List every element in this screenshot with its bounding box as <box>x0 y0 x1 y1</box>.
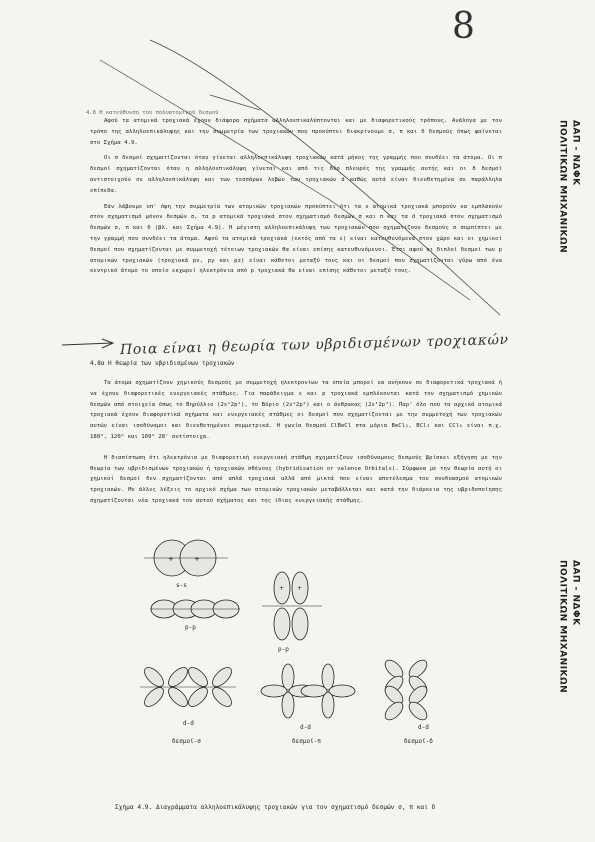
label-p-p-sigma: p-p <box>185 624 196 631</box>
d-d-delta-diagram <box>360 655 452 721</box>
p-p-sigma-diagram <box>150 596 240 622</box>
s-s-overlap-diagram <box>142 535 230 581</box>
label-d-d-pi: d-d <box>300 724 311 731</box>
svg-text:+: + <box>297 585 303 592</box>
page-number: 8 <box>452 6 475 47</box>
label-s-s: s-s <box>176 582 187 589</box>
struck-heading: 4.8 Η κατεύθυνση του πολυατομικού δεσμού <box>86 110 219 116</box>
d-d-pi-diagram <box>262 660 354 722</box>
d-d-sigma-diagram <box>140 658 236 716</box>
paragraph: Τα άτομα σχηματίζουν χημικούς δεσμούς με συμμετοχή ηλεκτρονίων τα οποία μπορεί να ανήκουν σε διαφορετικά τροχιακά ή να έχουν διαφορετικές ενεργειακές στάθμες. Για παράδειγμα s και p τροχιακά εμπλέκονται κατά τον σχηματισμό χημικών δεσμών από στοιχεία όπως το Βηρύλλιο (2s¹2p¹), το Βόριο (2s¹2p²) και ο άνθρακας (2s¹2p³). Παρ' όλο που τα αρχικά ατομικά τροχιακά έχουν διαφορετικά σχήματα και ενεργειακές στάθμες οι δεσμοί που σχηματίζονται με την συμμετοχή των τροχιακών αυτών είναι ισοδύναμοι και διευθετημένοι συμμετρικά. Η γωνία δεσμού ClBeCl στα μόρια BeCl₂, BCl₃ και CCl₄ είναι π.χ. 180°, 120° και 109° 28' αντίστοιχα. <box>90 380 502 440</box>
figure-caption: Σχήμα 4.9. Διαγράμματα αλληλοεπικάλυψης τροχιακών για τον σχηματισμό δεσμών σ, π και δ <box>115 804 436 811</box>
svg-text:+: + <box>279 585 285 592</box>
paragraph: Οι σ δεσμοί σχηματίζονται όταν γίνεται αλληλοεπικάλυψη τροχιακών κατά μήκος της γραμμής που συνδέει τα άτομα. Οι π δεσμοί σχηματίζονται όταν η αλληλοεπικάλυψη γίνεται και από τις δύο πλευρές της γραμμής αυτής και οι δ δεσμοί αντιστοιχούν σε αλληλοεπικάλυψη και των τεσσάρων λοβών των τροχιακών d καθώς αυτά είναι διευθετημένα σε παράλληλα επίπεδα. <box>90 155 502 194</box>
stamp-line-2: ΠΟΛΙΤΙΚΩΝ ΜΗΧΑΝΙΚΩΝ <box>557 120 568 254</box>
svg-text:+: + <box>168 555 174 563</box>
stamp-line-1: ΔΑΠ - ΝΔΦΚ <box>570 560 581 626</box>
label-p-p-pi: p-p <box>278 646 289 653</box>
paragraph: Εάν λάβουμε υπ' όψη την συμμετρία των ατομικών τροχιακών προκύπτει ότι τα s ατομικά τροχιακά μπορούν να εμπλακούν στον σχηματισμό μόνον δεσμών σ, τα p ατομικά τροχιακά στον σχηματισμό δεσμών σ και π και τα d τροχιακά στον σχηματισμό δεσμών σ, π και δ (βλ. και Σχήμα 4.9). Η μέγιστη αλληλοεπικάλυψη των τροχιακών που σχηματίζουν δεσμούς σ συμπίπτει με την γραμμή που συνδέει τα άτομα. Αφού τα ατομικά τροχιακά (εκτός από τα s) είναι κατευθυνόμενα στον χώρο και οι χημικοί δεσμοί που σχηματίζονται με συμμετοχή τέτοιων τροχιακών θα είναι επίσης κατευθυνόμενοι. Έτσι αφού οι διπλοί δεσμοί των p ατομικών τροχιακών (τροχιακά px, py και pz) είναι κάθετοι μεταξύ τους και οι δεσμοί που σχηματίζονται γύρω από ένα κεντρικό άτομο το οποίο εκχωρεί ηλεκτρόνια από p τροχιακά θα είναι επίσης κάθετοι μεταξύ τους. <box>90 203 502 275</box>
bond-label-delta: δεσμοί-δ <box>404 738 433 745</box>
p-p-pi-diagram <box>262 570 322 644</box>
svg-text:+: + <box>194 555 200 563</box>
paragraph: Η διαπίστωση ότι ηλεκτρόνια με διαφορετική ενεργειακή στάθμη σχηματίζουν ισοδύναμους δεσμούς βρίσκει εξήγηση με την θεωρία των υβριδισμένων τροχιακών ή τροχιακών σθένους (hybridisation or valence Orbitals). Σύμφωνα με την θεωρία αυτή οι χημικοί δεσμοί δεν σχηματίζονται από απλά τροχιακά αλλά από μικτά που είναι αποτέλεσμα του συνδυασμού ατομικών τροχιακών. Με άλλες λέξεις το αρχικό σχήμα των ατομικών τροχιακών μεταβάλλεται και κατά την διάρκεια της υβριδοποίησης σχηματίζονται νέα τροχιακά του αυτού σχήματος και της ίδιας ενεργειακής στάθμης. <box>90 454 502 504</box>
label-d-d-sigma: d-d <box>183 720 194 727</box>
label-d-d-delta: d-d <box>418 724 429 731</box>
handwritten-note: Ποια είναι η θεωρία των υβριδισμένων τροχιακών <box>119 331 509 359</box>
stamp-line-1: ΔΑΠ - ΝΔΦΚ <box>570 120 581 186</box>
bond-label-pi: δεσμοί-π <box>292 738 321 745</box>
paragraph: Αφού τα ατομικά τροχιακά έχουν διάφορα σχήματα αλληλοεπικαλύπτονται και με διαφορετικούς τρόπους. Ανάλογα με τον τρόπο της αλληλοεπικάλυψης και την συμμετρία των τροχιακών που προκύπτει διακρίνουμε σ, π και δ δεσμούς όπως φαίνεται στο Σχήμα 4.9. <box>90 118 502 146</box>
bond-label-sigma: δεσμοί-σ <box>172 738 201 745</box>
stamp-line-2: ΠΟΛΙΤΙΚΩΝ ΜΗΧΑΝΙΚΩΝ <box>557 560 568 694</box>
section-heading: 4.8α Η θεωρία των υβριδισμένων τροχιακών <box>90 360 235 367</box>
